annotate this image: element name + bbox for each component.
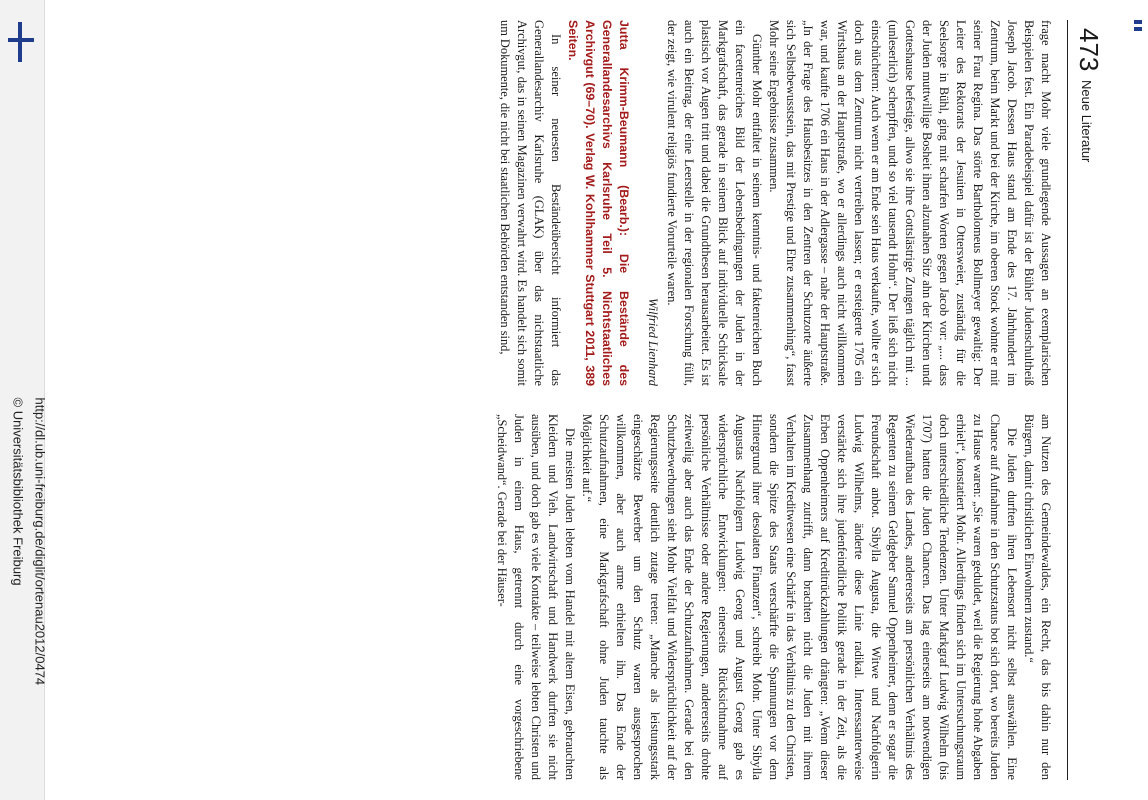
paragraph: Die Juden durften ihren Lebensort nicht selbst auswählen. Eine Chance auf Aufnahme in den Schutzstatus bot sich dort, wo bereits Juden zu Hause waren: „Sie waren geduldet, weil die Regierung hohe Abgaben erhielt“, konstatiert Mohr. Allerdings finden sich im Untersuchungsraum doch unterschiedliche Tendenzen. Unter Markgraf Ludwig Wilhelm (bis 1707) hatten die Juden Chancen. Das lag einerseits am notwendigen Wiederaufbau des Landes, andererseits am persönlichen Verhältnis des Regenten zu seinem Geldgeber Samuel Oppenheimer, denn er sogar die Freundschaft anbot. Sibylla Augusta, die Witwe und Nachfolgerin Ludwig Wilhelms, änderte diese Linie radikal. Interessanterweise verstärkte sich ihre judenfeindliche Politik gerade in der Zeit, als die Erben Oppenheimers auf Kreditrückzahlungen drängten: „Wenn dieser Zusammenhang zutrifft, dann brachten nicht die Juden mit ihrem Verhalten im Kreditwesen eine Schärfe in das Verhältnis zu den Christen, sondern die Spitze des Staats verschärfte die Spannungen vor dem Hintergrund ihrer desolaten Finanzen“, schreibt Mohr. Unter Sibylla Augustas Nachfolgern Ludwig Georg und August Georg gab es widersprüchliche Entwicklungen: einerseits Rücksichtnahme auf persönliche Verhältnisse oder andere Regierungen, andererseits drohte zeitweilig aber auch das Ende der Schutzaufnahmen. Gerade bei den Schutzbewerbungen sieht Mohr Vielfalt und Widersprüchlichkeit auf der Regierungsseite deutlich zutage treten: „Manche als leistungsstark eingeschätzte Bewerber um den Schutz waren ausgesprochen willkommen, aber auch arme erhielten ihn. Das Ende der Schutzaufnahmen, eine Markgrafschaft ohne Juden tauchte als Möglichkeit auf.“	[580, 414, 1019, 780]
copyright-text: © Universitätsbibliothek Freiburg	[10, 397, 26, 586]
page-number: 473	[1074, 28, 1104, 72]
text-columns	[108, 20, 1054, 780]
review-author: Wilfried Lienhard	[646, 298, 660, 386]
paragraph: am Nutzen des Gemeindewaldes, ein Recht, das bis dahin nur den Bürgern, damit christlichen Einwohnern zustand.“	[1022, 414, 1053, 780]
running-head: Neue Literatur	[1079, 80, 1094, 163]
book-heading: Jutta Krimm-Beumann (Bearb.): Die Bestände des Generallandesarchivs Karlsruhe Teil 5. Nichtstaatliches Archivgut (69–70). Verlag W. Kohlhammer Stuttgart 2011, 389 Seiten.	[566, 20, 631, 386]
paragraph: Günther Mohr entfaltet in seinem kenntnis- und faktenreichen Buch ein facettenreiches Bild der Lebensbedingungen der Juden in der Markgrafschaft, das gerade in seinem Blick auf individuelle Schicksale plastisch vor Augen tritt und dabei die Grundthesen herausarbeitet. Es ist auch ein Beitrag, der eine Leerstelle in der regionalen Forschung füllt, der zeigt, wie virulent religiös fundierte Vorurteile waren.	[665, 20, 764, 386]
library-logo-icon	[2, 22, 38, 62]
paragraph: Die meisten Juden lebten vom Handel mit altem Eisen, gebrauchten Kleidern und Vieh. Landwirtschaft und Handwerk durften sie nicht ausüben, und doch gab es viele Kontakte – teilweise lebten Christen und Juden in einem Haus, getrennt durch eine vorgeschriebene „Scheidwand“. Gerade bei der Häuser-	[495, 414, 577, 780]
scanned-page	[100, 20, 1120, 780]
url-text: http://dl.ub.uni-freiburg.de/diglit/ortenau2012/0474	[32, 397, 48, 686]
paragraph: frage macht Mohr viele grundlegende Aussagen an exemplarischen Beispielen fest. Ein Paradebeispiel dafür ist der Bühler Judenschultheiß Joseph Jacob. Dessen Haus stand am Ende des 17. Jahrhundert im Zentrum, beim Markt und bei der Kirche, im oberen Stock wohnte er mit seiner Frau Regina. Das störte Bartholomeus Bollmeyer gewaltig: Der Leiter des Rektorats der Jesuiten in Ottersweier, zuständig für die Seelsorge in Bühl, ging mit scharfen Worten gegen Jacob vor: „... dass der Juden muttwillige Bosheit ihnen alzunahen Sitz ahn der Kirchen undt Gotteshause befestige, allwo sie ihre Gottslästrige Zungen täglich mit ... (unleserlich) scherpffen, undt so viel tausendt Hohn“. Der ließ sich nicht einschüchtern: Auch wenn er am Ende sein Haus verkaufte, wollte er sich doch aus dem Zentrum nicht vertreiben lassen; er ersteigerte 1705 ein Wirtshaus an der Hauptstraße, wo er allerdings auch nicht willkommen war, und kaufte 1706 ein Haus in der Adlergasse – nahe der Hauptstraße. „In der Frage des Hausbesitzes in den Zentren der Schutzorte äußerte sich Selbstbewusstsein, das mit Prestige und Ehre zusammenhing“, fasst Mohr seine Ergebnisse zusammen.	[767, 20, 1053, 386]
url-watermark[interactable]	[30, 397, 50, 780]
column-2	[108, 414, 1054, 780]
column-1	[108, 20, 1054, 386]
page-header	[1067, 20, 1108, 780]
corner-logo-icon	[1134, 20, 1142, 40]
paragraph: In seiner neuesten Beständeübersicht informiert das Generallandesarchiv Karlsruhe (GLAK) über das nichtstaatliche Archivgut, das in seinen Magazinen verwahrt wird. Es handelt sich somit um Dokumente, die nicht bei staatlichen Behörden entstanden sind,	[498, 20, 563, 386]
copyright-watermark	[8, 397, 28, 780]
